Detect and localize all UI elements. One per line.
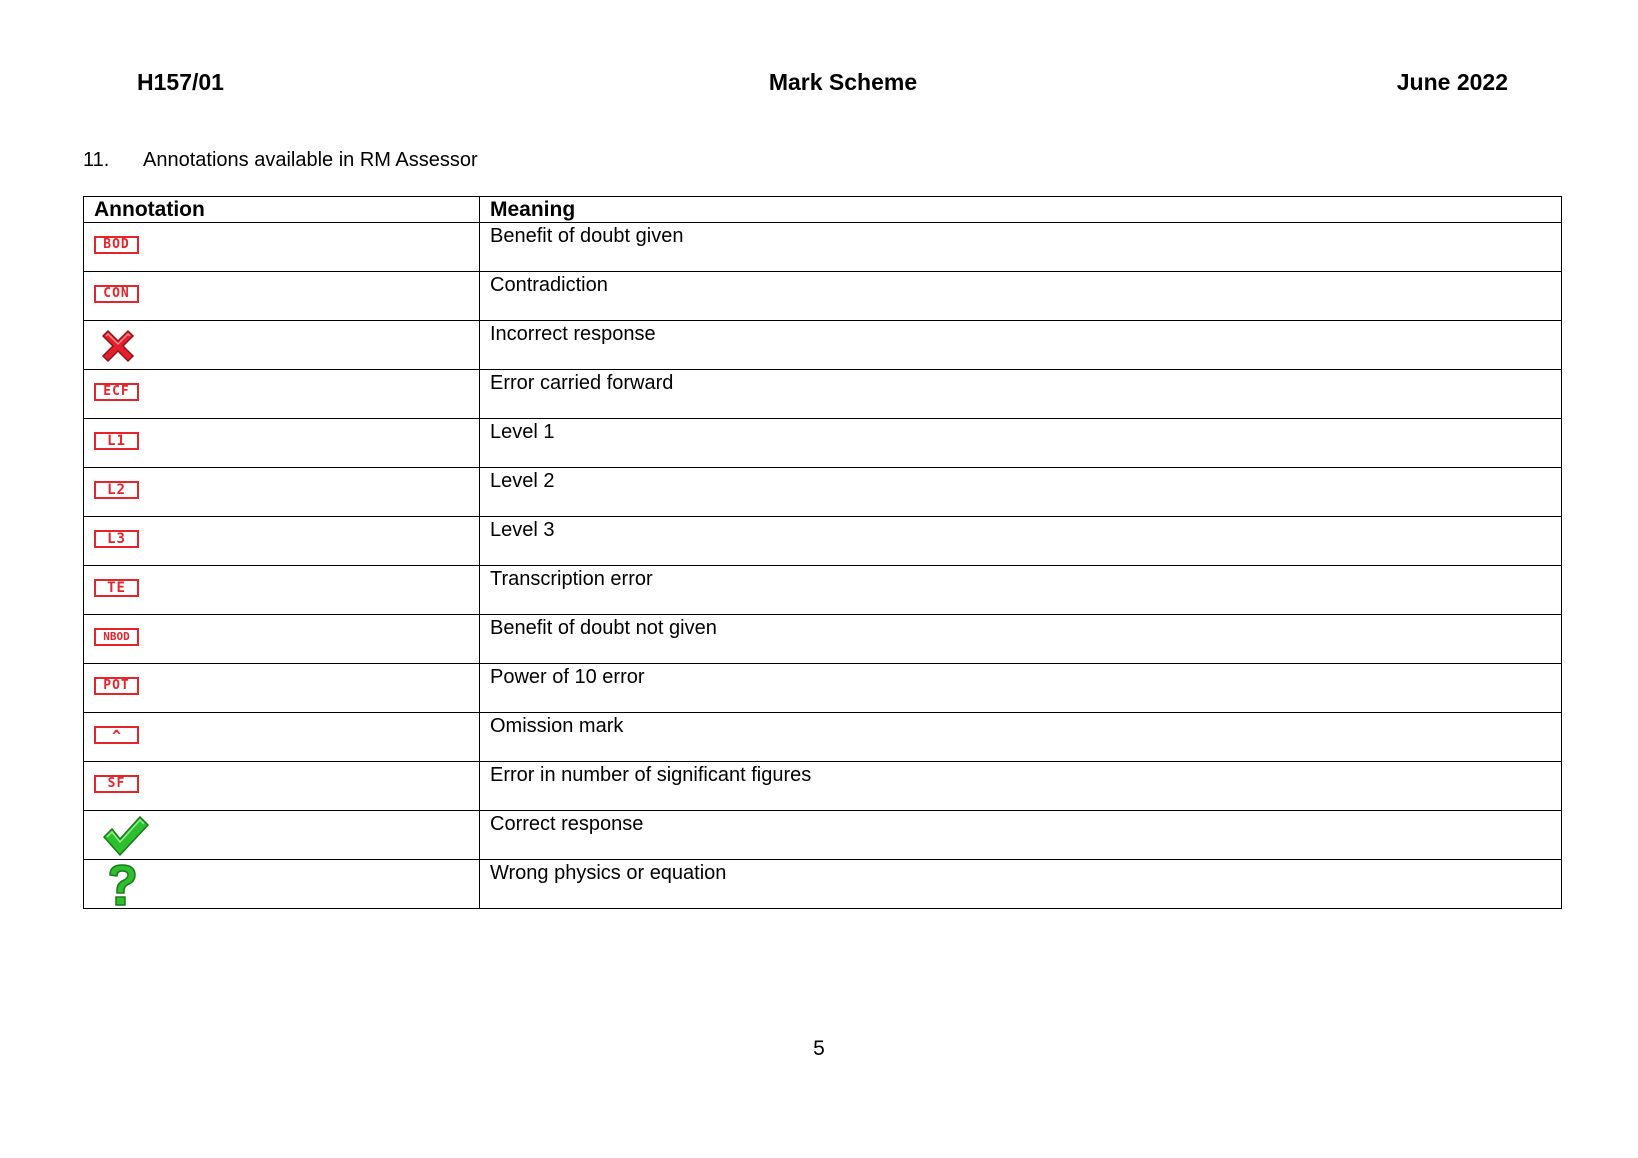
table-header-row <box>84 197 1562 223</box>
annotation-cell <box>84 860 480 909</box>
annotation-cell <box>84 811 480 860</box>
meaning-cell: Error carried forward <box>480 370 1562 419</box>
table-row <box>84 223 1562 272</box>
ecf-badge-icon: ECF <box>94 383 139 401</box>
green-tick-icon <box>102 813 150 857</box>
red-cross-icon <box>99 327 137 365</box>
green-question-mark-icon <box>104 863 144 907</box>
document-date: June 2022 <box>1396 69 1508 95</box>
annotation-cell <box>84 468 480 517</box>
section-number: 11. <box>83 149 110 171</box>
annotation-cell <box>84 713 480 762</box>
annotations-table <box>83 196 1562 909</box>
table-row <box>84 664 1562 713</box>
table-row <box>84 272 1562 321</box>
meaning-cell: Wrong physics or equation <box>480 860 1562 909</box>
table-row <box>84 468 1562 517</box>
meaning-cell: Level 1 <box>480 419 1562 468</box>
omission-caret-badge-icon: ^ <box>94 726 139 744</box>
meaning-cell: Benefit of doubt not given <box>480 615 1562 664</box>
annotation-cell <box>84 419 480 468</box>
level-3-badge-icon: L3 <box>94 530 139 548</box>
annotation-cell <box>84 272 480 321</box>
table-row <box>84 517 1562 566</box>
section-title: Annotations available in RM Assessor <box>143 149 478 171</box>
annotation-cell <box>84 517 480 566</box>
te-badge-icon: TE <box>94 579 139 597</box>
nbod-badge-icon: NBOD <box>94 628 139 646</box>
annotation-cell <box>84 223 480 272</box>
bod-badge-icon: BOD <box>94 236 139 254</box>
section-heading <box>83 148 478 172</box>
table-row <box>84 713 1562 762</box>
page-number: 5 <box>813 1037 825 1060</box>
column-header-meaning: Meaning <box>480 197 1562 223</box>
table-row <box>84 811 1562 860</box>
con-badge-icon: CON <box>94 285 139 303</box>
table-row <box>84 370 1562 419</box>
pot-badge-icon: POT <box>94 677 139 695</box>
meaning-cell: Level 3 <box>480 517 1562 566</box>
sf-badge-icon: SF <box>94 775 139 793</box>
table-row <box>84 860 1562 909</box>
meaning-cell: Benefit of doubt given <box>480 223 1562 272</box>
annotation-cell <box>84 321 480 370</box>
table-row <box>84 321 1562 370</box>
annotation-cell <box>84 615 480 664</box>
meaning-cell: Error in number of significant figures <box>480 762 1562 811</box>
meaning-cell: Omission mark <box>480 713 1562 762</box>
document-code: H157/01 <box>137 69 224 95</box>
meaning-cell: Power of 10 error <box>480 664 1562 713</box>
meaning-cell: Incorrect response <box>480 321 1562 370</box>
table-row <box>84 566 1562 615</box>
meaning-cell: Level 2 <box>480 468 1562 517</box>
annotation-cell <box>84 566 480 615</box>
table-row <box>84 762 1562 811</box>
column-header-annotation: Annotation <box>84 197 480 223</box>
annotation-cell <box>84 762 480 811</box>
annotation-cell <box>84 370 480 419</box>
level-2-badge-icon: L2 <box>94 481 139 499</box>
meaning-cell: Contradiction <box>480 272 1562 321</box>
level-1-badge-icon: L1 <box>94 432 139 450</box>
annotation-cell <box>84 664 480 713</box>
meaning-cell: Transcription error <box>480 566 1562 615</box>
table-row <box>84 615 1562 664</box>
table-row <box>84 419 1562 468</box>
document-title: Mark Scheme <box>768 69 918 95</box>
meaning-cell: Correct response <box>480 811 1562 860</box>
